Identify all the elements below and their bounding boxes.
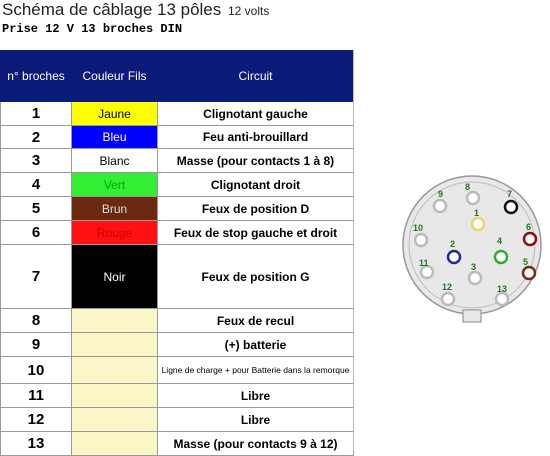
circuit-cell: Feux de stop gauche et droit: [158, 221, 354, 245]
circuit-cell: (+) batterie: [158, 333, 354, 357]
pin-number-cell: 5: [1, 197, 72, 221]
column-header-circuit: Circuit: [158, 51, 354, 102]
circuit-cell: Libre: [158, 408, 354, 432]
table-row: [1, 126, 354, 149]
table-row: [1, 408, 354, 432]
connector-pin-5: [523, 267, 535, 279]
circuit-cell: Feux de position G: [158, 245, 354, 309]
table-row: [1, 102, 354, 126]
table-row: [1, 432, 354, 456]
pin-number-cell: 1: [1, 102, 72, 126]
table-row: [1, 173, 354, 197]
table-row: [1, 333, 354, 357]
pin-number-cell: 11: [1, 384, 72, 408]
connector-pin-label: 1: [474, 208, 480, 218]
table-row: [1, 149, 354, 173]
connector-pin-label: 8: [465, 182, 471, 192]
pin-number-cell: 8: [1, 309, 72, 333]
connector-pin-3: [469, 272, 481, 284]
circuit-cell: Feux de recul: [158, 309, 354, 333]
connector-pin-label: 12: [442, 282, 453, 292]
table-row: [1, 384, 354, 408]
connector-svg: [354, 50, 550, 451]
wiring-table: [0, 50, 354, 456]
connector-pin-4: [495, 251, 507, 263]
column-header-pin: n° broches: [1, 51, 72, 102]
connector-pin-8: [467, 192, 479, 204]
pin-number-cell: 13: [1, 432, 72, 456]
connector-pin-12: [442, 293, 454, 305]
pin-number-cell: 2: [1, 126, 72, 149]
connector-pin-13: [496, 293, 508, 305]
pin-number-cell: 7: [1, 245, 72, 309]
circuit-cell: Libre: [158, 384, 354, 408]
pin-number-cell: 4: [1, 173, 72, 197]
connector-pin-9: [434, 200, 446, 212]
title-voltage: 12 volts: [228, 4, 270, 18]
connector-pin-label: 5: [523, 257, 529, 267]
table-row: [1, 245, 354, 309]
wire-color-cell: Vert: [72, 173, 158, 197]
wire-color-cell: Brun: [72, 197, 158, 221]
circuit-cell: Masse (pour contacts 1 à 8): [158, 149, 354, 173]
connector-pin-7: [505, 201, 517, 213]
wire-color-cell: [72, 384, 158, 408]
circuit-cell: Ligne de charge + pour Batterie dans la remorque: [158, 357, 354, 384]
page-title: Schéma de câblage 13 pôles 12 volts: [2, 0, 270, 19]
wire-color-cell: Rouge: [72, 221, 158, 245]
pin-number-cell: 10: [1, 357, 72, 384]
wire-color-cell: Noir: [72, 245, 158, 309]
circuit-cell: Clignotant droit: [158, 173, 354, 197]
wire-color-cell: [72, 333, 158, 357]
wire-color-cell: [72, 408, 158, 432]
connector-diagram: [353, 50, 550, 451]
wire-color-cell: [72, 432, 158, 456]
table-row: [1, 309, 354, 333]
circuit-cell: Clignotant gauche: [158, 102, 354, 126]
circuit-cell: Masse (pour contacts 9 à 12): [158, 432, 354, 456]
wire-color-cell: Jaune: [72, 102, 158, 126]
connector-pin-label: 13: [497, 284, 508, 294]
connector-pin-6: [524, 233, 536, 245]
table-header-row: [1, 51, 354, 102]
connector-pin-2: [448, 251, 460, 263]
connector-pin-label: 3: [471, 262, 477, 272]
wire-color-cell: [72, 309, 158, 333]
table-row: [1, 197, 354, 221]
connector-pin-label: 4: [497, 236, 503, 246]
column-header-color: Couleur Fils: [72, 51, 158, 102]
connector-pin-1: [472, 218, 484, 230]
table-row: [1, 357, 354, 384]
circuit-cell: Feux de position D: [158, 197, 354, 221]
wiring-table-body: [1, 102, 354, 456]
wire-color-cell: Bleu: [72, 126, 158, 149]
pin-number-cell: 3: [1, 149, 72, 173]
connector-pin-label: 6: [526, 222, 532, 232]
page-subtitle: Prise 12 V 13 broches DIN: [2, 22, 183, 36]
circuit-cell: Feu anti-brouillard: [158, 126, 354, 149]
wire-color-cell: [72, 357, 158, 384]
connector-pin-label: 7: [507, 189, 513, 199]
connector-pin-label: 11: [419, 258, 429, 268]
connector-pin-label: 2: [450, 239, 456, 249]
pin-number-cell: 12: [1, 408, 72, 432]
connector-key-tab: [463, 310, 481, 322]
table-row: [1, 221, 354, 245]
connector-pin-label: 9: [438, 189, 444, 199]
wire-color-cell: Blanc: [72, 149, 158, 173]
pin-number-cell: 6: [1, 221, 72, 245]
connector-pin-label: 10: [413, 223, 424, 233]
connector-pin-10: [415, 234, 427, 246]
pin-number-cell: 9: [1, 333, 72, 357]
